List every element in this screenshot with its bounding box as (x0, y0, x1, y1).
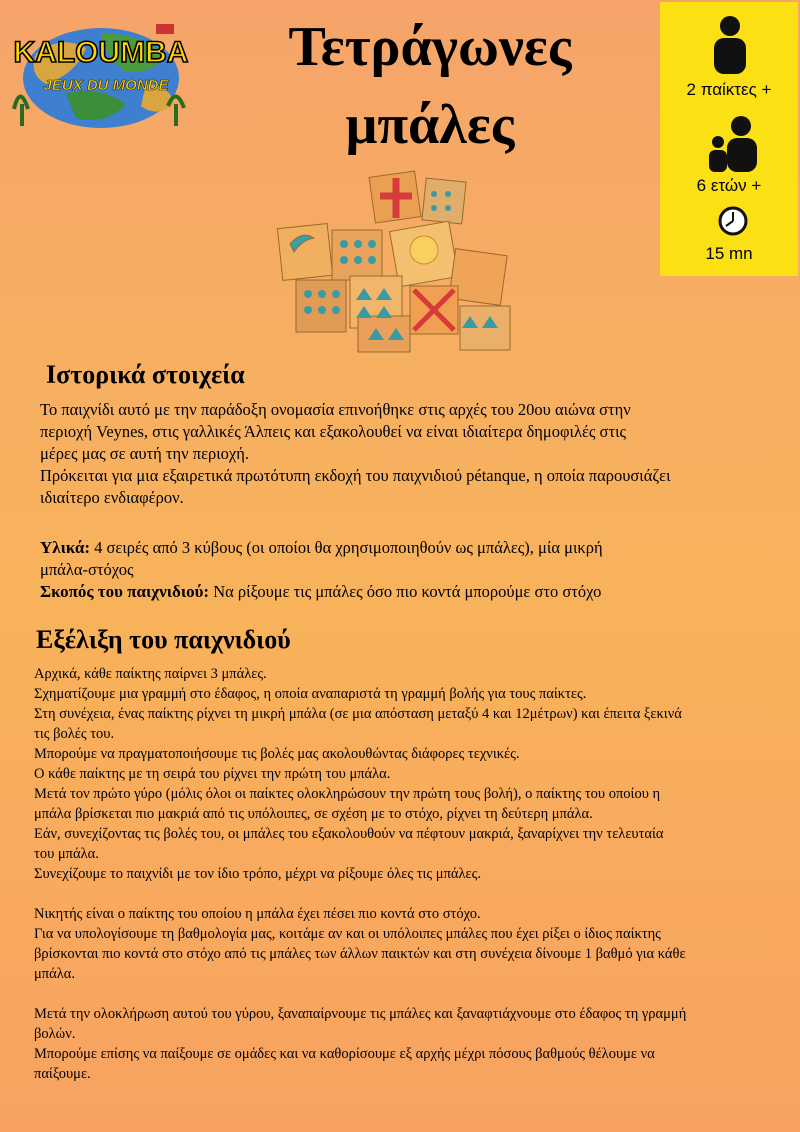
gameplay-line: Αρχικά, κάθε παίκτης παίρνει 3 μπάλες. (34, 666, 267, 682)
age-requirement: 6 ετών + (696, 176, 762, 195)
gameplay-line: Εάν, συνεχίζοντας τις βολές του, οι μπάλες του εξακολουθούν να πέφτουν μακριά, ξαναρίχνει την τελευταία (34, 826, 664, 842)
clock-icon (718, 206, 748, 236)
history-line: περιοχή Veynes, στις γαλλικές Άλπεις και εξακολουθεί να είναι ιδιαίτερα δημοφιλές στις (40, 422, 627, 441)
age-group-icon (708, 116, 758, 172)
gameplay-line: Ο κάθε παίκτης με τη σειρά του ρίχνει την πρώτη του μπάλα. (34, 766, 391, 782)
history-section (40, 399, 740, 603)
gameplay-line: παίξουμε. (34, 1066, 91, 1082)
single-player-icon (710, 16, 750, 74)
history-heading: Ιστορικά στοιχεία (46, 360, 245, 389)
gameplay-line: βολών. (34, 1026, 76, 1042)
history-line: ιδιαίτερο ενδιαφέρον. (40, 488, 184, 507)
game-duration: 15 mn (705, 244, 753, 263)
gameplay-line: μπάλα. (34, 966, 75, 982)
gameplay-line: Για να υπολογίσουμε τη βαθμολογία μας, κοιτάμε αν και οι υπόλοιπες μπάλες που έχει ρίξει ο ίδιος παίκτης (34, 926, 661, 942)
gameplay-line: Μετά την ολοκλήρωση αυτού του γύρου, ξαναπαίρνουμε τις μπάλες και ξαναφτιάχνουμε στο έδαφος τη γραμμή (34, 1006, 687, 1022)
history-line: Πρόκειται για μια εξαιρετικά πρωτότυπη εκδοχή του παιχνιδιού pétanque, η οποία παρουσιάζει (40, 466, 671, 485)
history-line: Το παιχνίδι αυτό με την παράδοξη ονομασία επινοήθηκε στις αρχές του 20ου αιώνα στην (40, 400, 631, 419)
gameplay-section (34, 664, 764, 1084)
history-paragraph-1 (40, 399, 740, 509)
gameplay-block-3 (34, 1004, 764, 1084)
gameplay-line: του μπάλα. (34, 846, 99, 862)
gameplay-block-1 (34, 664, 764, 884)
materials-text-cont: μπάλα-στόχος (40, 560, 134, 579)
materials-paragraph (40, 537, 740, 603)
title-line-2: μπάλες (345, 94, 515, 156)
gameplay-line: Νικητής είναι ο παίκτης του οποίου η μπάλα έχει πέσει πιο κοντά στο στόχο. (34, 906, 481, 922)
gameplay-line: βρίσκονται πιο κοντά στο στόχο από τις μπάλες των άλλων παικτών και στη συνέχεια δίνουμε 1 βαθμό για κάθε (34, 946, 686, 962)
history-line: μέρες μας σε αυτή την περιοχή. (40, 444, 249, 463)
gameplay-line: Μπορούμε επίσης να παίξουμε σε ομάδες και να καθορίσουμε εξ αρχής μέχρι πόσους βαθμούς θέλουμε να (34, 1046, 655, 1062)
materials-label: Υλικά: (40, 538, 90, 557)
gameplay-line: Στη συνέχεια, ένας παίκτης ρίχνει τη μικρή μπάλα (σε μια απόσταση μεταξύ 4 και 12μέτρων) και έπειτα ξεκινά (34, 706, 682, 722)
gameplay-line: Σχηματίζουμε μια γραμμή στο έδαφος, η οποία αναπαριστά τη γραμμή βολής για τους παίκτες. (34, 686, 587, 702)
gameplay-block-2 (34, 904, 764, 984)
kaloumba-logo (6, 14, 196, 130)
goal-label: Σκοπός του παιχνιδιού: (40, 582, 210, 601)
gameplay-line: Μετά τον πρώτο γύρο (μόλις όλοι οι παίκτες ολοκληρώσουν την πρώτη τους βολή), ο παίκτης του οποίου η (34, 786, 661, 802)
logo-subtitle-text: JEUX DU MONDE (43, 77, 169, 94)
game-info-box (660, 2, 798, 276)
logo-brand-text: KALOUMBA (13, 36, 189, 69)
gameplay-line: τις βολές του. (34, 726, 115, 742)
gameplay-line: μπάλα βρίσκεται πιο μακριά από τις υπόλοιπες, σε σχέση με το στόχο, ρίχνει τη δεύτερη μπάλα. (34, 806, 593, 822)
gameplay-line: Μπορούμε να πραγματοποιήσουμε τις βολές μας ακολουθώντας διάφορες τεχνικές. (34, 746, 520, 762)
materials-text: 4 σειρές από 3 κύβους (οι οποίοι θα χρησιμοποιηθούν ως μπάλες), μία μικρή (90, 538, 603, 557)
title-line-1: Τετράγωνες (288, 16, 572, 78)
wooden-cubes-image (272, 168, 522, 354)
gameplay-heading: Εξέλιξη του παιχνιδιού (36, 625, 291, 654)
page-title (210, 8, 650, 164)
players-count: 2 παίκτες + (686, 80, 772, 99)
gameplay-line: Συνεχίζουμε το παιχνίδι με τον ίδιο τρόπο, μέχρι να ρίξουμε όλες τις μπάλες. (34, 866, 481, 882)
goal-text: Να ρίξουμε τις μπάλες όσο πιο κοντά μπορούμε στο στόχο (209, 582, 602, 601)
